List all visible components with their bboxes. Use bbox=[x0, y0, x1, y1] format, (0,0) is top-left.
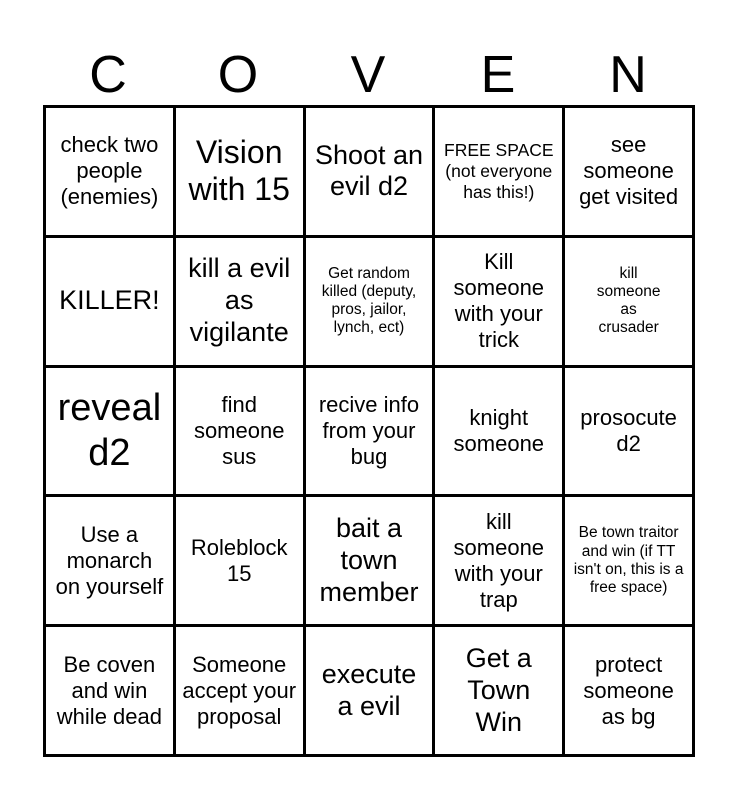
cell-text: Vision with 15 bbox=[188, 133, 290, 208]
bingo-cell-r2c2[interactable] bbox=[176, 238, 306, 368]
header-letter-e: E bbox=[480, 46, 516, 104]
bingo-cell-r4c2[interactable] bbox=[176, 497, 306, 627]
cell-text: prosocute d2 bbox=[580, 405, 677, 456]
bingo-cell-r2c5[interactable] bbox=[565, 238, 695, 368]
bingo-cell-r3c3[interactable] bbox=[306, 368, 436, 498]
cell-text: kill a evil as vigilante bbox=[188, 253, 291, 348]
bingo-cell-r1c2[interactable] bbox=[176, 108, 306, 238]
bingo-cell-r5c5[interactable] bbox=[565, 627, 695, 757]
cell-text: execute a evil bbox=[321, 658, 417, 721]
bingo-cell-r2c3[interactable] bbox=[306, 238, 436, 368]
bingo-cell-r1c5[interactable] bbox=[565, 108, 695, 238]
bingo-cell-r5c4[interactable] bbox=[435, 627, 565, 757]
bingo-cell-r4c4[interactable] bbox=[435, 497, 565, 627]
header-letter-n: N bbox=[609, 46, 647, 104]
cell-text: bait a town member bbox=[319, 513, 419, 607]
cell-text: find someone sus bbox=[193, 392, 285, 469]
cell-text: Get random killed (deputy, pros, jailor, lynch, ect) bbox=[321, 264, 417, 337]
cell-text: protect someone as bg bbox=[583, 651, 674, 729]
cell-text: Shoot an evil d2 bbox=[314, 139, 424, 202]
bingo-cell-r5c1[interactable] bbox=[46, 627, 176, 757]
cell-text: FREE SPACE (not everyone has this!) bbox=[444, 140, 554, 202]
cell-text: Get a Town Win bbox=[465, 642, 532, 737]
bingo-cell-r5c2[interactable] bbox=[176, 627, 306, 757]
cell-text: Be coven and win while dead bbox=[56, 651, 162, 729]
bingo-cell-r5c3[interactable] bbox=[306, 627, 436, 757]
cell-text: Kill someone with your trick bbox=[453, 249, 545, 353]
bingo-cell-r4c3[interactable] bbox=[306, 497, 436, 627]
cell-text: knight someone bbox=[453, 405, 545, 456]
header-letter-o: O bbox=[217, 46, 259, 104]
cell-text: Use a monarch on yourself bbox=[55, 521, 164, 599]
header-letter-v: V bbox=[350, 46, 386, 104]
cell-text: KILLER! bbox=[59, 285, 160, 316]
bingo-header bbox=[43, 44, 693, 106]
bingo-cell-r4c1[interactable] bbox=[46, 497, 176, 627]
cell-text: Someone accept your proposal bbox=[182, 651, 297, 729]
header-letter-c: C bbox=[89, 46, 127, 104]
cell-text: kill someone with your trap bbox=[453, 508, 545, 612]
cell-text: see someone get visited bbox=[579, 132, 679, 210]
bingo-cell-r1c1[interactable] bbox=[46, 108, 176, 238]
bingo-cell-r3c4[interactable] bbox=[435, 368, 565, 498]
cell-text: reveal d2 bbox=[57, 387, 162, 474]
cell-text: Roleblock 15 bbox=[190, 534, 288, 586]
bingo-board bbox=[43, 105, 695, 757]
bingo-cell-r2c4[interactable] bbox=[435, 238, 565, 368]
bingo-cell-r4c5[interactable] bbox=[565, 497, 695, 627]
bingo-cell-r1c4[interactable] bbox=[435, 108, 565, 238]
bingo-cell-r2c1[interactable] bbox=[46, 238, 176, 368]
bingo-cell-r3c1[interactable] bbox=[46, 368, 176, 498]
bingo-cell-r3c5[interactable] bbox=[565, 368, 695, 498]
cell-text: recive info from your bug bbox=[318, 392, 420, 469]
bingo-cell-r1c3[interactable] bbox=[306, 108, 436, 238]
cell-text: check two people (enemies) bbox=[60, 132, 159, 210]
cell-text: kill someone as crusader bbox=[596, 264, 661, 337]
bingo-cell-r3c2[interactable] bbox=[176, 368, 306, 498]
cell-text: Be town traitor and win (if TT isn't on, this is a free space) bbox=[573, 524, 684, 597]
